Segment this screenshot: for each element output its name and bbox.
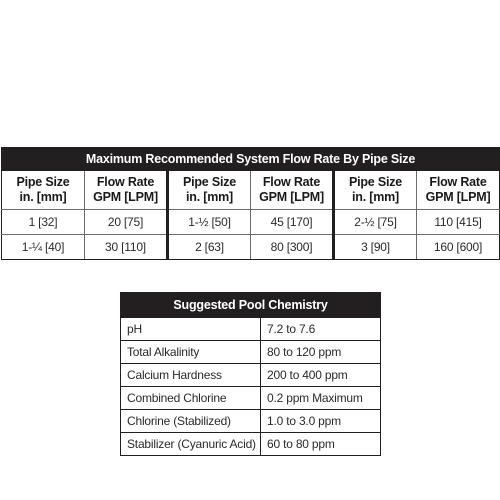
- table-cell: 3 [90]: [334, 235, 417, 260]
- column-header-pipe-size: [334, 171, 417, 210]
- pool-chemistry-table: [120, 292, 381, 456]
- pool-chemistry-title: Suggested Pool Chemistry: [121, 293, 381, 318]
- column-header-flow-rate: [251, 171, 334, 210]
- table-cell: 30 [110]: [85, 235, 168, 260]
- parameter-name: Combined Chlorine: [121, 387, 261, 410]
- parameter-name: pH: [121, 318, 261, 341]
- parameter-name: Total Alkalinity: [121, 341, 261, 364]
- parameter-value: 80 to 120 ppm: [261, 341, 381, 364]
- table-row: [121, 433, 381, 456]
- parameter-value: 200 to 400 ppm: [261, 364, 381, 387]
- column-header-pipe-size: [2, 171, 85, 210]
- column-header-flow-rate: [417, 171, 500, 210]
- table-row: [121, 318, 381, 341]
- parameter-value: 7.2 to 7.6: [261, 318, 381, 341]
- column-header-line: in. [mm]: [19, 190, 67, 204]
- column-header-line: Flow Rate: [262, 175, 321, 189]
- table-cell: 1-¼ [40]: [2, 235, 85, 260]
- table-cell: 160 [600]: [417, 235, 500, 260]
- table-row: [121, 387, 381, 410]
- column-header-line: GPM [LPM]: [259, 190, 324, 204]
- column-header-line: Flow Rate: [429, 175, 487, 189]
- column-header-line: in. [mm]: [351, 190, 399, 204]
- flow-rate-table-title-row: [2, 148, 500, 171]
- parameter-value: 60 to 80 ppm: [261, 433, 381, 456]
- parameter-name: Stabilizer (Cyanuric Acid): [121, 433, 261, 456]
- table-cell: 1 [32]: [2, 210, 85, 235]
- flow-rate-table: [1, 147, 500, 260]
- table-row: [121, 341, 381, 364]
- column-header-line: Pipe Size: [16, 175, 70, 189]
- table-cell: 80 [300]: [251, 235, 334, 260]
- table-row: [121, 364, 381, 387]
- parameter-value: 1.0 to 3.0 ppm: [261, 410, 381, 433]
- table-cell: 20 [75]: [85, 210, 168, 235]
- table-row: [2, 210, 500, 235]
- column-header-line: in. [mm]: [185, 190, 233, 204]
- column-header-line: Flow Rate: [96, 175, 155, 189]
- table-cell: 45 [170]: [251, 210, 334, 235]
- column-header-line: GPM [LPM]: [93, 190, 158, 204]
- flow-rate-table-title: Maximum Recommended System Flow Rate By Pipe Size: [2, 148, 500, 171]
- column-header-pipe-size: [168, 171, 251, 210]
- parameter-name: Calcium Hardness: [121, 364, 261, 387]
- table-cell: 2 [63]: [168, 235, 251, 260]
- table-cell: 110 [415]: [417, 210, 500, 235]
- table-cell: 1-½ [50]: [168, 210, 251, 235]
- column-header-line: GPM [LPM]: [425, 190, 491, 204]
- parameter-name: Chlorine (Stabilized): [121, 410, 261, 433]
- pool-chemistry-title-row: [121, 293, 381, 318]
- column-header-line: Pipe Size: [182, 175, 237, 189]
- column-header-flow-rate: [85, 171, 168, 210]
- table-row: [121, 410, 381, 433]
- parameter-value: 0.2 ppm Maximum: [261, 387, 381, 410]
- table-cell: 2-½ [75]: [334, 210, 417, 235]
- column-header-line: Pipe Size: [348, 175, 403, 189]
- table-row: [2, 235, 500, 260]
- flow-rate-table-header-row: [2, 171, 500, 210]
